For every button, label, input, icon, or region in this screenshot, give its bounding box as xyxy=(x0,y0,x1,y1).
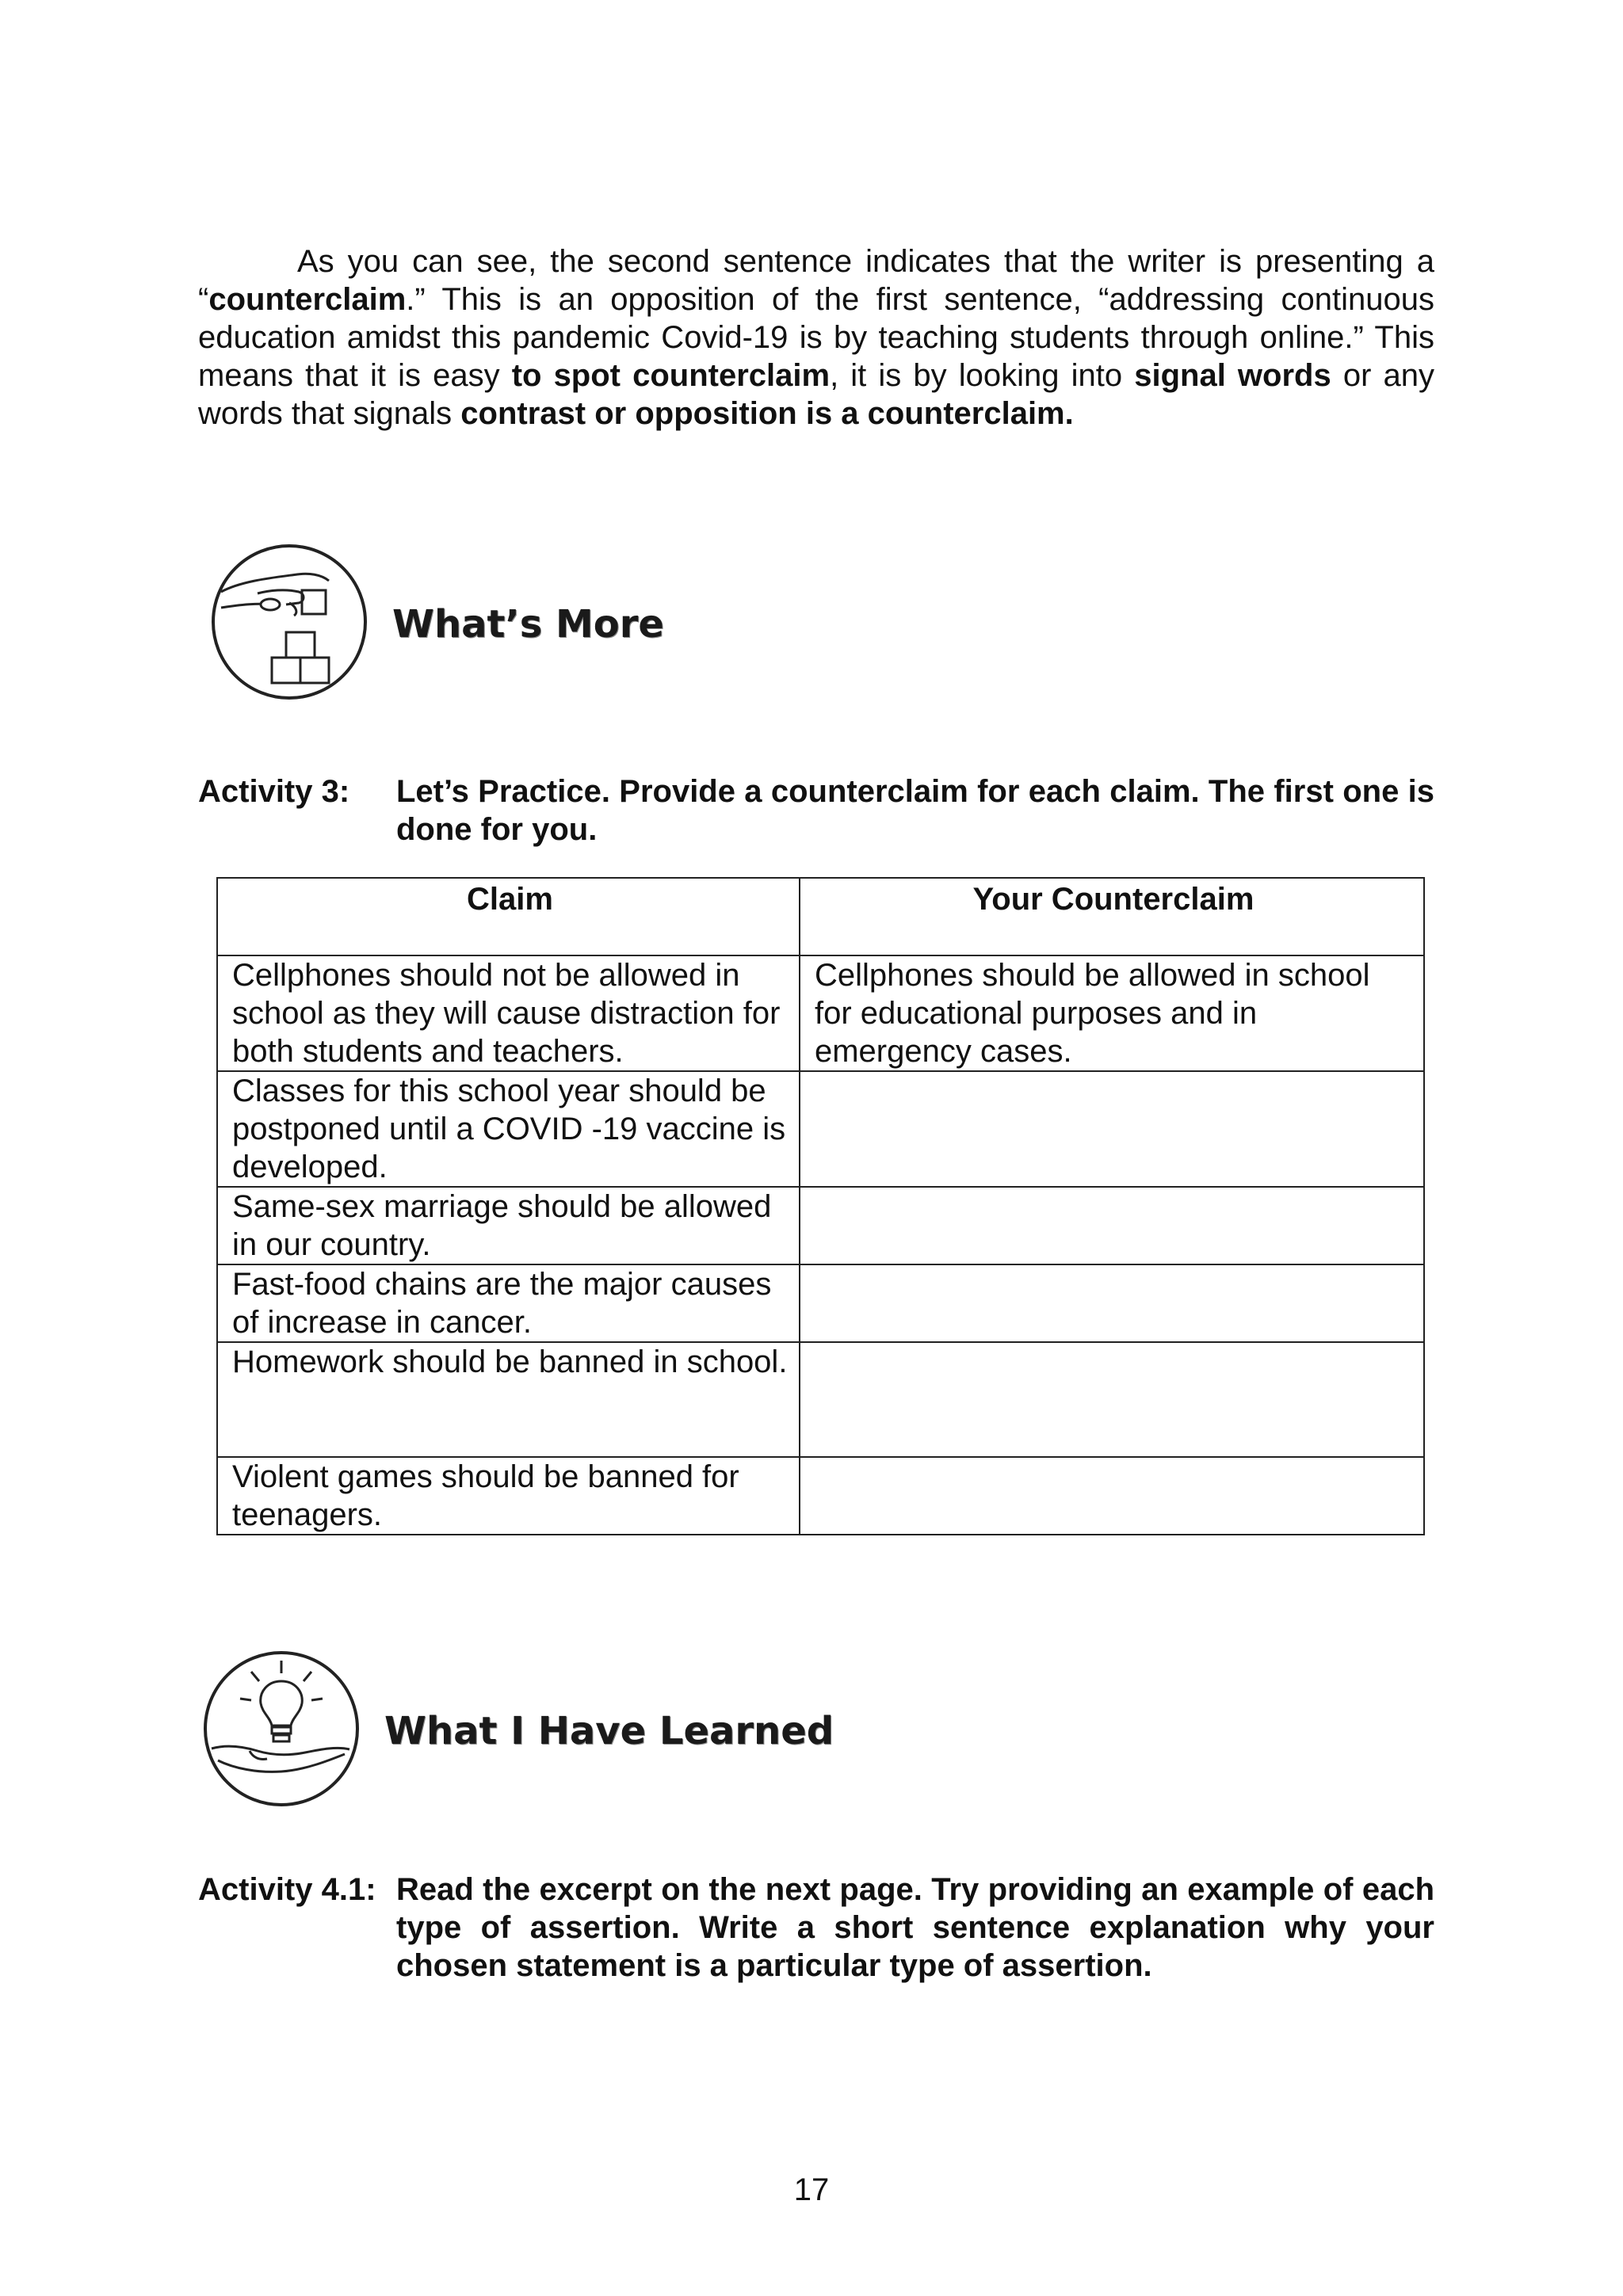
activity-4-1-instruction: Read the excerpt on the next page. Try providing an example of each type of assertion. Write a short sentence explanation why your chosen statement is a particular type of assertion. xyxy=(396,1872,1434,1983)
what-i-have-learned-title: What I Have Learned xyxy=(384,1708,834,1753)
activity-4-1 xyxy=(198,1871,1434,1985)
intro-text-1: As you can see, the second sentence indicates that the writer is presenting a “ xyxy=(198,244,1434,317)
table-row xyxy=(217,1071,1424,1187)
intro-text-3: , it is by looking into xyxy=(830,358,1135,393)
table-row xyxy=(217,1457,1424,1535)
header-your-counterclaim: Your Counterclaim xyxy=(800,878,1424,955)
claim-cell: Cellphones should not be allowed in school as they will cause distraction for both students and teachers. xyxy=(217,955,800,1071)
activity-3-instruction: Let’s Practice. Provide a counterclaim for each claim. The first one is done for you. xyxy=(396,774,1434,847)
claim-cell: Same-sex marriage should be allowed in our country. xyxy=(217,1187,800,1264)
intro-text-4: or any words that signals xyxy=(198,358,1434,431)
header-claim: Claim xyxy=(217,878,800,955)
claim-cell: Homework should be banned in school. xyxy=(217,1342,800,1457)
claim-cell: Violent games should be banned for teenagers. xyxy=(217,1457,800,1535)
whats-more-header xyxy=(210,543,664,705)
claim-cell: Classes for this school year should be postponed until a COVID -19 vaccine is developed. xyxy=(217,1071,800,1187)
table-row xyxy=(217,955,1424,1071)
counterclaim-cell[interactable] xyxy=(800,1457,1424,1535)
intro-text-2: .” This is an opposition of the first sentence, “addressing continuous education amidst this pandemic Covid-19 is by teaching students through online.” This means that it is easy xyxy=(198,282,1434,393)
intro-bold-spot: to spot counterclaim xyxy=(511,358,831,393)
table-header-row xyxy=(217,878,1424,955)
claim-counterclaim-table xyxy=(216,877,1425,1535)
table-row xyxy=(217,1342,1424,1457)
counterclaim-cell[interactable] xyxy=(800,1264,1424,1342)
table-row xyxy=(217,1187,1424,1264)
lightbulb-in-hand-icon xyxy=(202,1650,361,1812)
page-number: 17 xyxy=(793,2172,830,2207)
counterclaim-cell[interactable] xyxy=(800,1187,1424,1264)
intro-paragraph xyxy=(198,242,1434,433)
intro-bold-contrast: contrast or opposition is a counterclaim. xyxy=(460,396,1074,431)
table-row xyxy=(217,1264,1424,1342)
counterclaim-cell[interactable] xyxy=(800,1071,1424,1187)
counterclaim-cell: Cellphones should be allowed in school for educational purposes and in emergency cases. xyxy=(800,955,1424,1071)
intro-bold-signal-words: signal words xyxy=(1134,358,1331,393)
activity-3 xyxy=(198,772,1434,849)
counterclaim-cell[interactable] xyxy=(800,1342,1424,1457)
whats-more-title: What’s More xyxy=(392,601,664,646)
activity-3-label: Activity 3: xyxy=(198,774,350,809)
activity-4-1-label: Activity 4.1: xyxy=(198,1872,376,1907)
hand-stacking-blocks-icon xyxy=(210,543,369,705)
claim-cell: Fast-food chains are the major causes of increase in cancer. xyxy=(217,1264,800,1342)
what-i-have-learned-header xyxy=(202,1650,834,1812)
intro-bold-counterclaim: counterclaim xyxy=(208,282,407,317)
